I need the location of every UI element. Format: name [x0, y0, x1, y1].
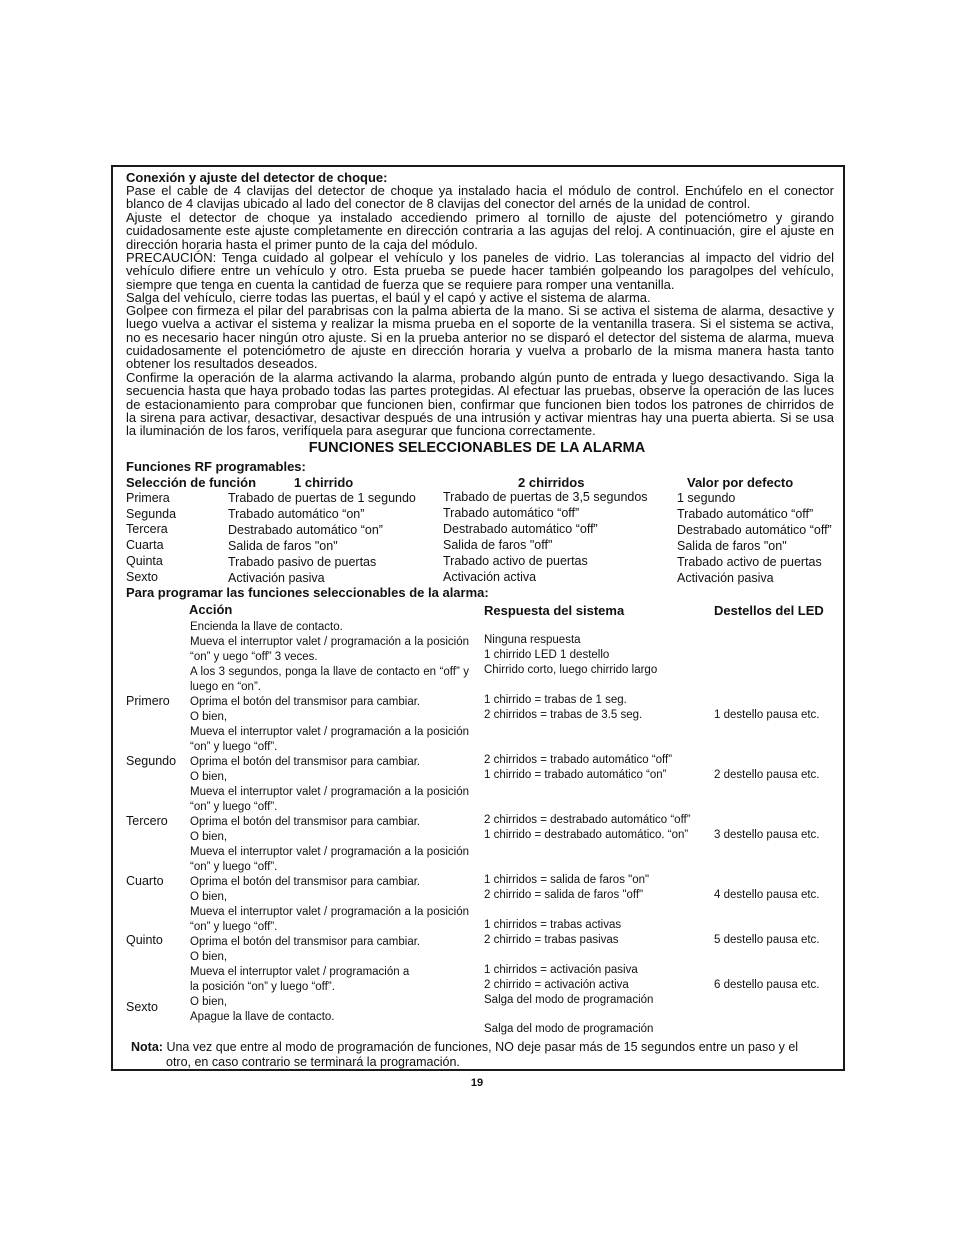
shock-paragraph-3: PRECAUCIÓN: Tenga cuidado al golpear el vehículo y los paneles de vidrio. Las tolerancias al impacto del vidrio del vehículo difiere entre un vehículo y otro. Esta prueba se puede hacer también golpeando los paragolpes del vehículo, siempre que tenga en cuenta la cantidad de fuerza que se requiere para romper una ventanilla. [126, 250, 834, 292]
rf-heading: Funciones RF programables: [126, 459, 306, 474]
rf-row-6-one-chirp: Activación pasiva [228, 571, 325, 585]
response-item: 2 chirridos = trabas de 3.5 seg. [484, 709, 643, 721]
action-item: Apague la llave de contacto. [190, 1011, 335, 1023]
rf-header-function: Selección de función [126, 475, 257, 490]
rf-row-2-default: Trabado automático “off” [677, 507, 814, 521]
response-item: Salga del modo de programación [484, 994, 654, 1006]
rf-row-4-default: Salida de faros "on" [677, 539, 787, 553]
action-item: O bien, [190, 771, 228, 783]
response-item: 1 chirridos = salida de faros "on" [484, 874, 650, 886]
step-label: Quinto [126, 933, 163, 947]
step-label: Sexto [126, 1000, 158, 1014]
action-item: O bien, [190, 711, 228, 723]
shock-paragraph-5: Golpee con firmeza el pilar del parabrisas con la palma abierta de la mano. Si se activa el sistema de alarma, desactive y luego vuelva a activar el sistema y realizar la misma prueba en el soporte de la ventanilla trasera. Si el sistema se activa, no es necesario hacer ningún otro ajuste. Si en la prueba anterior no se disparó el detector del sistema de alarma, mueva cuidadosamente el potenciómetro de ajuste en dirección horaria y vuelva a probarlo de la misma manera hasta tanto obtener los resultados deseados. [126, 303, 834, 372]
rf-row-1-default: 1 segundo [677, 491, 736, 505]
response-item: 1 chirridos = activación pasiva [484, 964, 638, 976]
response-item: 1 chirrido = trabas de 1 seg. [484, 694, 627, 706]
rf-row-6-name: Sexto [126, 570, 158, 584]
led-item: 6 destello pausa etc. [714, 979, 820, 991]
response-item: 1 chirrido = destrabado automático. “on” [484, 829, 689, 841]
rf-row-1-one-chirp: Trabado de puertas de 1 segundo [228, 491, 416, 505]
note [131, 1040, 836, 1069]
rf-row-6-default: Activación pasiva [677, 571, 774, 585]
response-item: Salga del modo de programación [484, 1023, 654, 1035]
action-item: Mueva el interruptor valet / programación a la posición “on” y uego “off” 3 veces. [190, 636, 469, 663]
led-item: 2 destello pausa etc. [714, 769, 820, 781]
response-item: 2 chirrido = trabas pasivas [484, 934, 619, 946]
step-label: Primero [126, 694, 170, 708]
action-item: Oprima el botón del transmisor para cambiar. [190, 696, 421, 708]
shock-heading: Conexión y ajuste del detector de choque: [126, 170, 388, 185]
note-line-2: otro, en caso contrario se terminará la programación. [166, 1054, 460, 1069]
rf-row-4-one-chirp: Salida de faros "on" [228, 539, 338, 553]
rf-row-3-default: Destrabado automático “off” [677, 523, 832, 537]
prog-header-response: Respuesta del sistema [484, 603, 625, 618]
section-title: FUNCIONES SELECCIONABLES DE LA ALARMA [308, 440, 646, 456]
response-item: 1 chirrido LED 1 destello [484, 649, 610, 661]
prog-header-led: Destellos del LED [714, 603, 824, 618]
action-item: Oprima el botón del transmisor para cambiar. [190, 816, 421, 828]
prog-header-action: Acción [189, 602, 233, 617]
action-item: Mueva el interruptor valet / programación a la posición “on” y luego “off”. [190, 786, 469, 813]
response-item: Ninguna respuesta [484, 634, 581, 646]
action-item: Oprima el botón del transmisor para cambiar. [190, 756, 421, 768]
rf-row-2-one-chirp: Trabado automático “on” [228, 507, 365, 521]
led-item: 4 destello pausa etc. [714, 889, 820, 901]
action-list [190, 620, 469, 1025]
shock-paragraph-1: Pase el cable de 4 clavijas del detector de choque ya instalado hacia el módulo de control. Enchúfelo en el conector blanco de 4 clavijas ubicado al lado del conector de 8 clavijas del conector del arnés de la unidad de control. [126, 183, 834, 212]
action-item: Encienda la llave de contacto. [190, 621, 343, 633]
rf-row-1-two-chirps: Trabado de puertas de 3,5 segundos [443, 490, 648, 504]
rf-row-5-two-chirps: Trabado activo de puertas [443, 554, 588, 568]
rf-row-3-name: Tercera [126, 522, 168, 536]
action-item: O bien, [190, 951, 228, 963]
shock-paragraph-2: Ajuste el detector de choque ya instalado accediendo primero al tornillo de ajuste del potenciómetro y girando cuidadosamente este ajuste completamente en dirección contraria a las agujas del reloj. A continuación, gire el ajuste en dirección horaria hasta el primer punto de la caja del módulo. [126, 210, 834, 252]
rf-row-3-two-chirps: Destrabado automático “off” [443, 522, 598, 536]
response-item: 2 chirridos = trabado automático “off” [484, 754, 673, 766]
response-item: 1 chirridos = trabas activas [484, 919, 622, 931]
response-item: 1 chirrido = trabado automático “on” [484, 769, 667, 781]
led-item: 5 destello pausa etc. [714, 934, 820, 946]
rf-row-1-name: Primera [126, 491, 170, 505]
led-item: 1 destello pausa etc. [714, 709, 820, 721]
prog-heading: Para programar las funciones seleccionables de la alarma: [126, 585, 489, 600]
rf-row-2-two-chirps: Trabado automático “off” [443, 506, 580, 520]
action-item: O bien, [190, 996, 228, 1008]
action-item: Mueva el interruptor valet / programación a la posición “on” y luego “off”. [190, 726, 469, 753]
action-item: Mueva el interruptor valet / programación a la posición “on” y luego “off”. [190, 846, 469, 873]
rf-row-5-one-chirp: Trabado pasivo de puertas [228, 555, 377, 569]
rf-row-5-name: Quinta [126, 554, 163, 568]
rf-row-6-two-chirps: Activación activa [443, 570, 537, 584]
rf-row-3-one-chirp: Destrabado automático “on” [228, 523, 383, 537]
action-item: Mueva el interruptor valet / programación a la posición “on” y luego “off”. [190, 906, 469, 933]
step-label: Cuarto [126, 874, 164, 888]
note-label: Nota: [131, 1040, 163, 1054]
page-number: 19 [470, 1077, 484, 1089]
step-label: Segundo [126, 754, 177, 768]
rf-row-4-name: Cuarta [126, 538, 164, 552]
shock-paragraph-4: Salga del vehículo, cierre todas las puertas, el baúl y el capó y active el sistema de alarma. [126, 290, 651, 305]
rf-row-2-name: Segunda [126, 507, 177, 521]
shock-paragraph-6: Confirme la operación de la alarma activando la alarma, probando algún punto de entrada y luego desactivando. Siga la secuencia hasta que haya probado todas las partes protegidas. Al efectuar las pruebas, observe la operación de las luces de estacionamiento para comprobar que funcionen bien, confirmar que funcionen bien todos los patrones de chirridos de la sirena para activar, desactivar, desactivar después de una intrusión y activar mientras hay una puerta abierta. Si se usa la iluminación de los faros, verifíquela para asegurar que funciona correctamente. [126, 370, 834, 439]
rf-header-2-chirps: 2 chirridos [518, 475, 585, 490]
rf-row-4-two-chirps: Salida de faros "off" [443, 538, 553, 552]
action-item: Oprima el botón del transmisor para cambiar. [190, 876, 421, 888]
rf-header-1-chirp: 1 chirrido [294, 475, 354, 490]
action-item: A los 3 segundos, ponga la llave de contacto en “off” y luego en “on”. [190, 666, 469, 693]
step-label: Tercero [126, 814, 168, 828]
action-item: Mueva el interruptor valet / programación a [190, 966, 410, 978]
action-item: la posición “on” y luego “off”. [190, 981, 335, 993]
rf-header-default: Valor por defecto [687, 475, 794, 490]
response-item: Chirrido corto, luego chirrido largo [484, 664, 658, 676]
action-item: Oprima el botón del transmisor para cambiar. [190, 936, 421, 948]
note-line-1: Una vez que entre al modo de programación de funciones, NO deje pasar más de 15 segundos entre un paso y el [166, 1040, 799, 1054]
led-item: 3 destello pausa etc. [714, 829, 820, 841]
action-item: O bien, [190, 891, 228, 903]
action-item: O bien, [190, 831, 228, 843]
response-item: 2 chirridos = destrabado automático “off” [484, 814, 691, 826]
response-item: 2 chirrido = salida de faros "off" [484, 889, 644, 901]
rf-row-5-default: Trabado activo de puertas [677, 555, 822, 569]
response-item: 2 chirrido = activación activa [484, 979, 629, 991]
